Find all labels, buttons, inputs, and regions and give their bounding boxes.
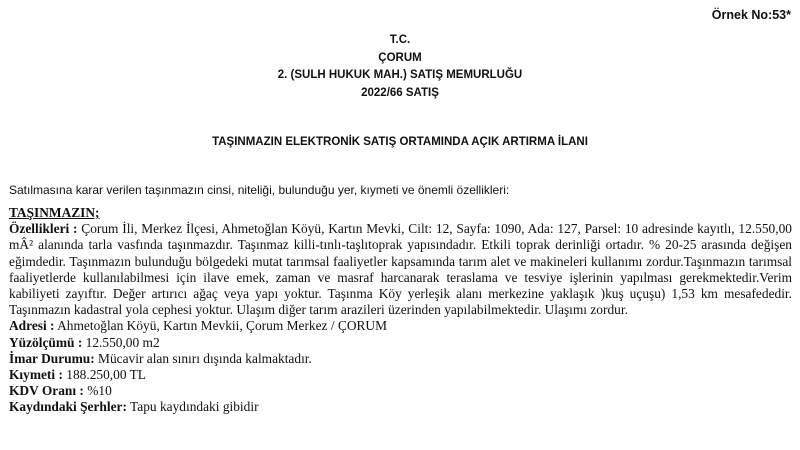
- value-label: Kıymeti :: [9, 367, 63, 383]
- features-label: Özellikleri :: [9, 221, 78, 237]
- vat-value: %10: [83, 383, 112, 399]
- property-section: [9, 205, 792, 416]
- document-header: [0, 32, 800, 102]
- zoning-value: Mücavir alan sınırı dışında kalmaktadır.: [94, 350, 312, 366]
- notice-title: TAŞINMAZIN ELEKTRONİK SATIŞ ORTAMINDA AÇIK ARTIRMA İLANI: [212, 136, 588, 148]
- area-label: Yüzölçümü :: [9, 334, 83, 350]
- vat-label: KDV Oranı :: [9, 383, 84, 399]
- zoning-row: [9, 351, 792, 367]
- header-line-city: ÇORUM: [378, 51, 422, 64]
- form-number: Örnek No:53*: [711, 8, 791, 22]
- intro-text: Satılmasına karar verilen taşınmazın cinsi, niteliği, bulunduğu yer, kıymeti ve önemli özellikleri:: [9, 183, 510, 197]
- header-line-tc: T.C.: [389, 34, 411, 46]
- value-row: [9, 367, 792, 383]
- address-row: [9, 318, 792, 334]
- features-text: Çorum İli, Merkez İlçesi, Ahmetoğlan Köyü, Kartın Mevki, Cilt: 12, Sayfa: 1090, Ada: 127, Parsel: 10 adresinde kayıtlı, 12.550,00 mÂ² alanında tarla vasfında taşınmazdır. Taşınmaz killi-tınlı-taşlıtoprak yapısındadır. Etkili toprak derinliği ortadır. % 20-25 arasında değişen eğimdedir. Taşınmazın bulunduğu bölgedeki mutat tarımsal faaliyetler kapsamında tarım alet ve makineleri kullanımı zordur.Taşınmazın tarımsal faaliyetlerde kullanılabilmesi için ilave emek, zaman ve masraf harcanarak teraslama ve tesviye işlerinin yapılması gerekmektedir.Verim kabiliyeti zayıftır. Değer artırıcı ağaç veya yapı yoktur. Taşınma Köy yerleşik alanı merkezine yaklaşık )kuş uçuşu) 1,53 km mesafededir. Taşınmazın kadastral yola cephesi yoktur. Ulaşım diğer tarım arazileri üzerinden yapılabilmektedir. Ulaşımı zordur.: [9, 221, 792, 318]
- zoning-label: İmar Durumu:: [9, 350, 95, 366]
- header-line-office: 2. (SULH HUKUK MAH.) SATIŞ MEMURLUĞU: [277, 69, 523, 81]
- value-amount: 188.250,00 TL: [62, 367, 146, 383]
- registry-value: Tapu kaydındaki gibidir: [126, 399, 259, 415]
- features-paragraph: [9, 221, 792, 318]
- address-value: Ahmetoğlan Köyü, Kartın Mevkii, Çorum Merkez / ÇORUM: [54, 318, 388, 334]
- header-line-case: 2022/66 SATIŞ: [361, 86, 439, 99]
- area-row: [9, 335, 792, 351]
- address-label: Adresi :: [9, 318, 55, 334]
- area-value: 12.550,00 m2: [82, 334, 160, 350]
- section-title: TAŞINMAZIN;: [9, 205, 100, 220]
- registry-label: Kaydındaki Şerhler:: [9, 399, 127, 415]
- registry-row: [9, 399, 792, 415]
- vat-row: [9, 383, 792, 399]
